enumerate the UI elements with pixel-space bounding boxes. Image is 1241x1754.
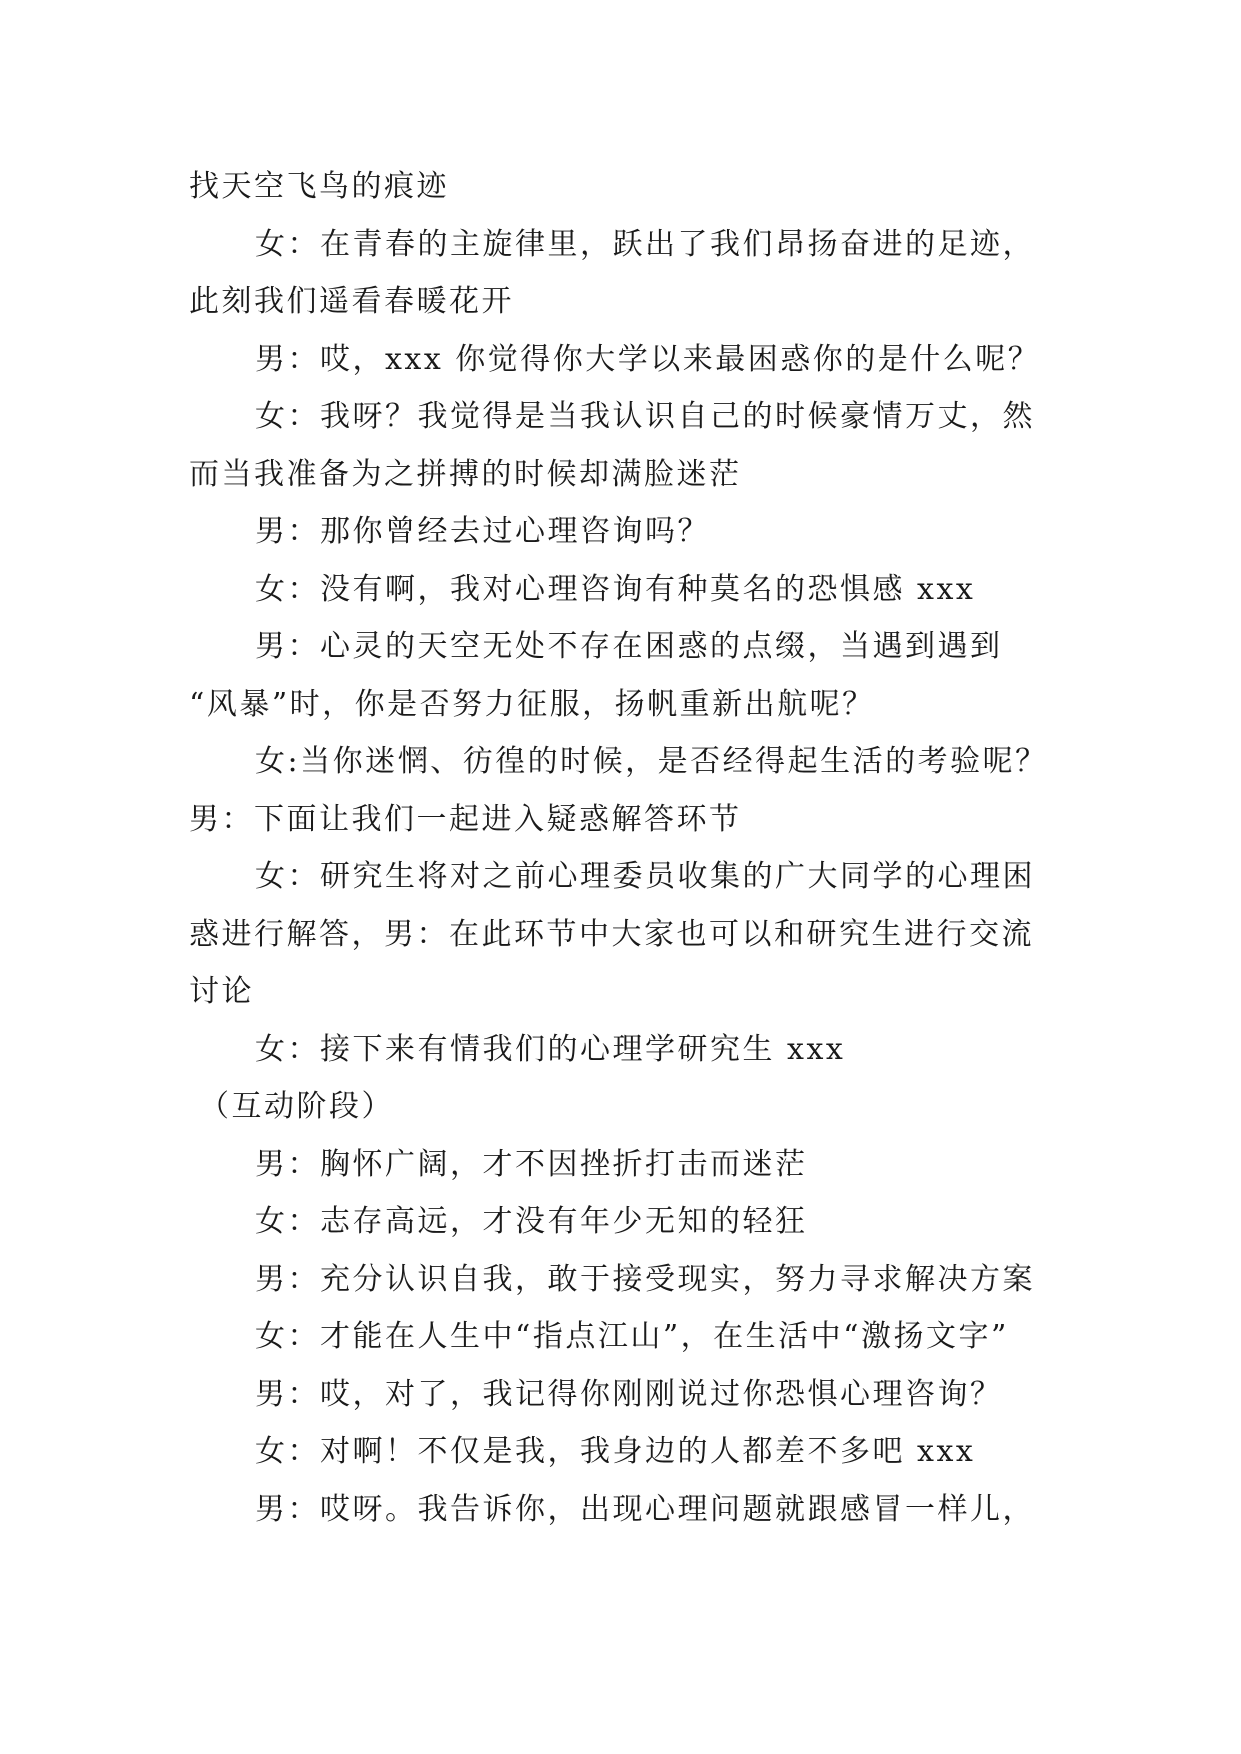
text-line: 男：心灵的天空无处不存在困惑的点缀，当遇到遇到 — [255, 629, 1003, 664]
text-line: 女：研究生将对之前心理委员收集的广大同学的心理困 — [255, 859, 1035, 894]
text-line: 女：对啊！不仅是我，我身边的人都差不多吧 xxx — [255, 1434, 976, 1469]
text-line: 女：接下来有情我们的心理学研究生 xxx — [255, 1031, 846, 1067]
text-line: 男：哎，xxx 你觉得你大学以来最困惑你的是什么呢？ — [255, 341, 1041, 377]
text-line: （互动阶段） — [199, 1089, 394, 1124]
text-line: 男：胸怀广阔，才不因挫折打击而迷茫 — [255, 1146, 808, 1182]
document-body — [189, 158, 1069, 1538]
text-line: 此刻我们遥看春暖花开 — [189, 284, 514, 319]
text-line: 女:当你迷惘、彷徨的时候，是否经得起生活的考验呢？ — [255, 744, 1048, 779]
text-line: “风暴”时，你是否努力征服，扬帆重新出航呢？ — [189, 686, 875, 722]
text-line: 女：我呀？我觉得是当我认识自己的时候豪情万丈，然 — [255, 399, 1035, 434]
text-line: 男：充分认识自我，敢于接受现实，努力寻求解决方案 — [255, 1261, 1035, 1297]
text-line: 讨论 — [189, 974, 254, 1009]
text-line: 女：志存高远，才没有年少无知的轻狂 — [255, 1204, 808, 1239]
text-line: 男：那你曾经去过心理咨询吗？ — [255, 514, 710, 549]
text-line: 而当我准备为之拼搏的时候却满脸迷茫 — [189, 456, 742, 492]
text-line: 女：才能在人生中“指点江山”，在生活中“激扬文字” — [255, 1319, 1009, 1354]
text-line: 女：没有啊，我对心理咨询有种莫名的恐惧感 xxx — [255, 571, 976, 607]
text-line: 男：哎，对了，我记得你刚刚说过你恐惧心理咨询？ — [255, 1376, 1003, 1412]
text-line: 惑进行解答，男：在此环节中大家也可以和研究生进行交流 — [189, 916, 1034, 952]
text-line: 找天空飞鸟的痕迹 — [189, 169, 449, 204]
text-line: 女：在青春的主旋律里，跃出了我们昂扬奋进的足迹， — [255, 226, 1035, 262]
text-line: 男：下面让我们一起进入疑惑解答环节 — [189, 801, 742, 837]
text-line: 男：哎呀。我告诉你，出现心理问题就跟感冒一样儿， — [255, 1491, 1035, 1527]
